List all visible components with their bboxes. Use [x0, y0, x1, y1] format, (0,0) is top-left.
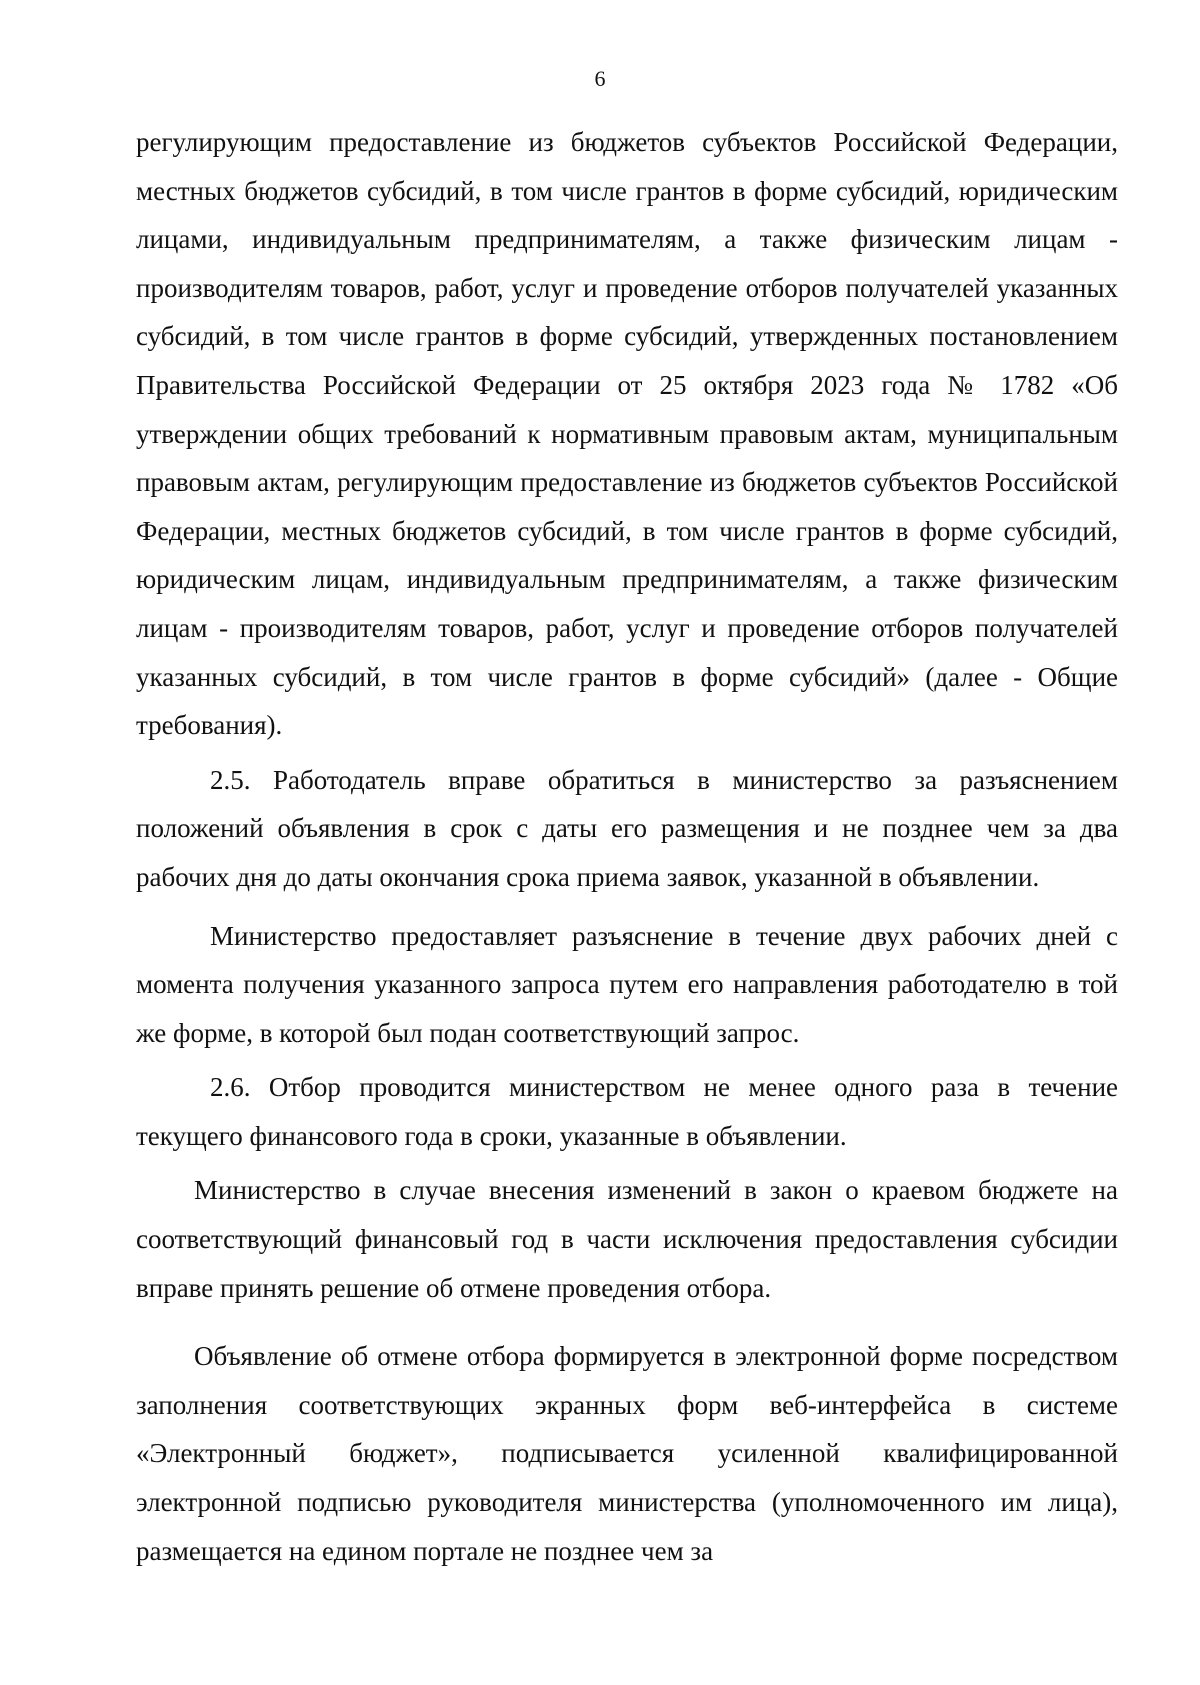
paragraph-budget-change: Министерство в случае внесения изменений в закон о краевом бюджете на соответствующий финансовый год в части исключения предоставления субсидии вправе принять решение об отмене проведения отбора.: [136, 1175, 1118, 1303]
page-number: 6: [594, 66, 606, 91]
paragraph-clarification: Министерство предоставляет разъяснение в течение двух рабочих дней с момента получения указанного запроса путем его направления работодателю в той же форме, в которой был подан соответствующий запрос.: [136, 920, 1118, 1048]
paragraph-2-6: 2.6. Отбор проводится министерством не менее одного раза в течение текущего финансового года в сроки, указанные в объявлении.: [136, 1072, 1118, 1151]
paragraph-2-5: 2.5. Работодатель вправе обратиться в министерство за разъяснением положений объявления в срок с даты его размещения и не позднее чем за два рабочих дня до даты окончания срока приема заявок, указанной в объявлении.: [136, 764, 1118, 892]
paragraph-cancellation-notice: Объявление об отмене отбора формируется в электронной форме посредством заполнения соответствующих экранных форм веб-интерфейса в системе «Электронный бюджет», подписывается усиленной квалифицированной электронной подписью руководителя министерства (уполномоченного им лица), размещается на едином портале не позднее чем за: [136, 1341, 1118, 1566]
paragraph-continuation: регулирующим предоставление из бюджетов субъектов Российской Федерации, местных бюджетов субсидий, в том числе грантов в форме субсидий, юридическим лицами, индивидуальным предпринимателям, а также физическим лицам - производителям товаров, работ, услуг и проведение отборов получателей указанных субсидий, в том числе грантов в форме субсидий, утвержденных постановлением Правительства Российской Федерации от 25 октября 2023 года № 1782 «Об утверждении общих требований к нормативным правовым актам, муниципальным правовым актам, регулирующим предоставление из бюджетов субъектов Российской Федерации, местных бюджетов субсидий, в том числе грантов в форме субсидий, юридическим лицам, индивидуальным предпринимателям, а также физическим лицам - производителям товаров, работ, услуг и проведение отборов получателей указанных субсидий, в том числе грантов в форме субсидий» (далее - Общие требования).: [136, 127, 1118, 741]
document-body: [136, 118, 1118, 1575]
